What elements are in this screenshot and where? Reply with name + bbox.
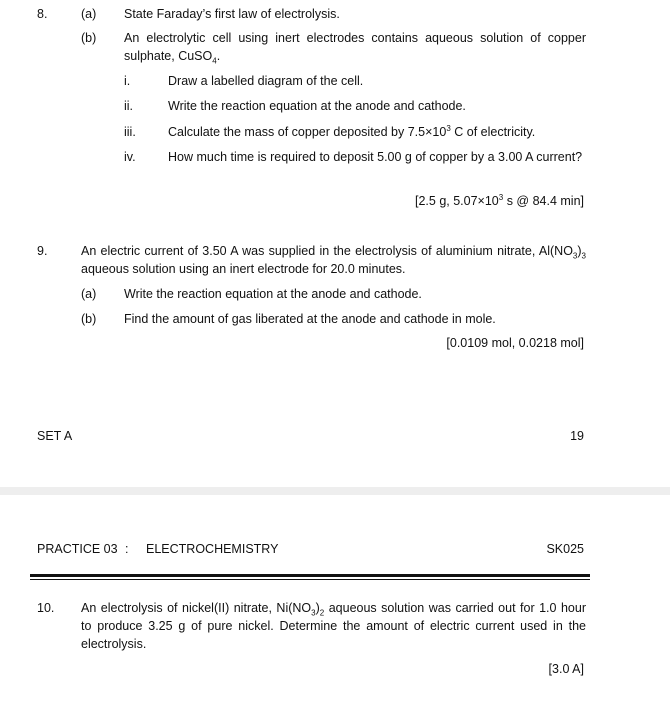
header-rule-thick — [30, 574, 590, 577]
footer-page-number: 19 — [570, 429, 584, 443]
q10-answer: [3.0 A] — [548, 662, 584, 676]
q8-a-text: State Faraday’s first law of electrolysis. — [124, 7, 340, 21]
q10-text: An electrolysis of nickel(II) nitrate, $Ni(NO_3)_2$ aqueous solution was carried out for 1.0 hour to produce 3.25 g of pure nickel. Determine the amount of electric current used in the electrolysis. — [81, 601, 586, 651]
header-practice: PRACTICE 03 — [37, 542, 118, 556]
q8-item-label: iv. — [124, 150, 136, 164]
q8-answer: [2.5 g, $5.07\times 10^3$ s @ 84.4 min] — [415, 192, 584, 208]
q9-b-text: Find the amount of gas liberated at the anode and cathode in mole. — [124, 312, 496, 326]
q8-a-label: (a) — [81, 7, 97, 21]
q9-a-label: (a) — [81, 287, 97, 301]
q8-item-text: Draw a labelled diagram of the cell. — [168, 74, 364, 88]
q8-b-label: (b) — [81, 31, 97, 45]
q9-a-text: Write the reaction equation at the anode and cathode. — [124, 287, 422, 301]
q8-item-text: Write the reaction equation at the anode and cathode. — [168, 99, 466, 113]
q8-item-text: Calculate the mass of copper deposited by $7.5\times 10^3$ C of electricity. — [168, 123, 536, 139]
q9-answer: [0.0109 mol, 0.0218 mol] — [446, 336, 584, 350]
page-break — [0, 487, 670, 495]
q8-item-label: ii. — [124, 99, 134, 113]
q8-number: 8. — [37, 7, 48, 21]
q9-b-label: (b) — [81, 312, 97, 326]
header-code: SK025 — [546, 542, 584, 556]
header-colon: : — [125, 542, 129, 556]
header-topic: ELECTROCHEMISTRY — [146, 542, 279, 556]
q9-text: An electric current of 3.50 A was supplied in the electrolysis of aluminium nitrate, $Al(NO_3)_3$ aqueous solution using an inert electrode for 20.0 minutes. — [81, 244, 586, 276]
q8-item-label: i. — [124, 74, 131, 88]
q8-item-text: How much time is required to deposit 5.00 g of copper by a 3.00 A current? — [168, 150, 583, 164]
q8-item-label: iii. — [124, 125, 136, 139]
header-rule-thin — [30, 579, 590, 580]
q8-b-text: An electrolytic cell using inert electrodes contains aqueous solution of copper sulphate, CuSO$_4$. — [124, 31, 586, 66]
q9-number: 9. — [37, 244, 48, 258]
q10-number: 10. — [37, 601, 55, 615]
footer-set: SET A — [37, 429, 73, 443]
